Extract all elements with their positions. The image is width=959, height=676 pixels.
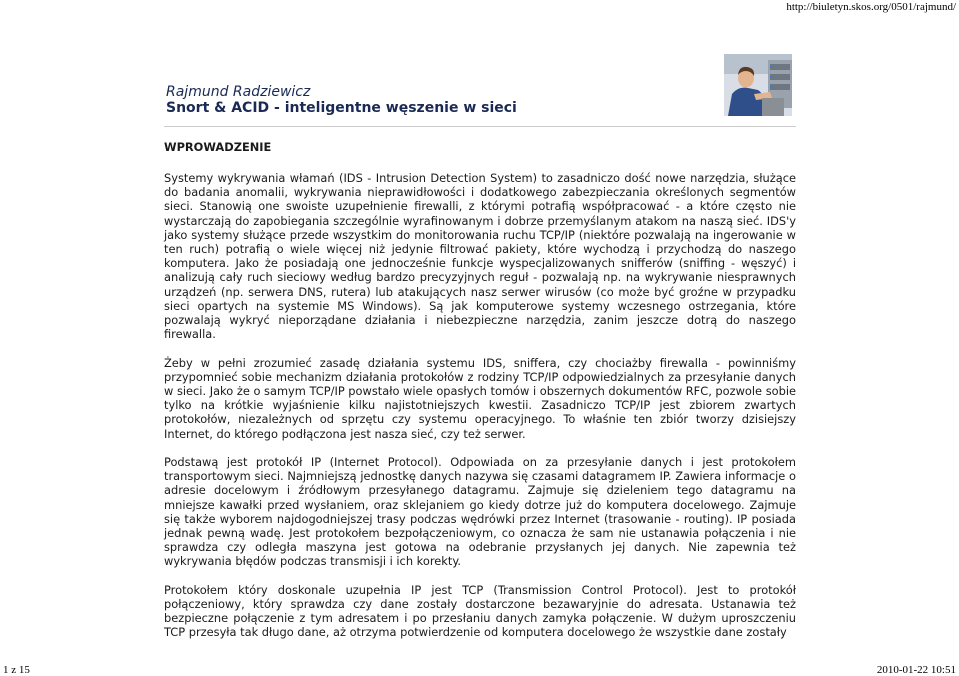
print-footer-timestamp: 2010-01-22 10:51 — [876, 664, 956, 676]
article-body — [164, 171, 796, 640]
paragraph: Systemy wykrywania włamań (IDS - Intrusion Detection System) to zasadniczo dość nowe narzędzia, służące do badania anomalii, wykrywania nieprawidłowości i dodatkowego zabezpieczania określonych segmentów sieci. Stanowią one swoiste uzupełnienie firewalli, z którymi potrafią współpracować - a które często nie wystarczają do zapobiegania szczególnie wyrafinowanym i dobrze przemyślanym atakom na naszą sieć. IDS'y jako systemy służące przede wszystkim do monitorowania ruchu TCP/IP (niektóre pozwalają na ingerowanie w ten ruch) potrafią o wiele więcej niż jedynie filtrować pakiety, które wychodzą i przychodzą do naszego komputera. Jako że posiadają one jednocześnie funkcje wyspecjalizowanych snifferów (sniffing - węszyć) i analizują cały ruch sieciowy według bardzo precyzyjnych reguł - pozwalają np. na wykrywanie niesprawnych urządzeń (np. serwera DNS, rutera) lub atakujących nasz serwer wirusów (co może być groźne w przypadku sieci opartych na systemie MS Windows). Są jak komputerowe systemy wczesnego ostrzegania, które pozwalają wykryć nieporządane działania i niebezpieczne narzędzia, zanim jeszcze dotrą do naszego firewalla. — [164, 171, 796, 342]
print-header-url: http://biuletyn.skos.org/0501/rajmund/ — [786, 1, 956, 13]
article — [164, 50, 796, 654]
paragraph: Podstawą jest protokół IP (Internet Protocol). Odpowiada on za przesyłanie danych i jest protokołem transportowym sieci. Najmniejszą jednostkę danych nazywa się czasami datagramem IP. Zawiera informacje o adresie docelowym i źródłowym przesyłanego datagramu. Zajmuje się dzieleniem tego datagramu na mniejsze kawałki przed wysłaniem, oraz sklejaniem go kiedy dotrze już do komputera docelowego. Zajmuje się także wyborem najdogodniejszej trasy podczas wędrówki przez Internet (trasowanie - routing). IP posiada jednak pewną wadę. Jest protokołem bezpołączeniowym, co oznacza że sam nie ustanawia połączenia i nie sprawdza czy odległa maszyna jest gotowa na odebranie przysłanych jej danych. Nie zapewnia też wykrywania błędów podczas transmisji i ich korekty. — [164, 455, 796, 569]
paragraph: Żeby w pełni zrozumieć zasadę działania systemu IDS, sniffera, czy chociażby firewalla - powinniśmy przypomnieć sobie mechanizm działania protokołów z rodziny TCP/IP odpowiedzialnych za przesyłanie danych w sieci. Jako że o samym TCP/IP powstało wiele opasłych tomów i obszernych dokumentów RFC, pozwole sobie tylko na krótkie wyjaśnienie kilku najistotniejszych kwestii. Zasadniczo TCP/IP jest zbiorem zwartych protokołów, niezależnych od sprzętu czy systemu operacyjnego. To właśnie ten zbiór tworzy dzisiejszy Internet, do którego podłączona jest nasza sieć, czy też serwer. — [164, 355, 796, 441]
paragraph: Protokołem który doskonale uzupełnia IP jest TCP (Transmission Control Protocol). Jest to protokół połączeniowy, który sprawdza czy dane zostały dostarczone bezawaryjnie do adresata. Ustanawia też bezpieczne połączenie z tym adresatem i po przesłaniu danych zamyka połączenie. W dużym uproszczeniu TCP przesyła tak długo dane, aż otrzyma potwierdzenie od komputera docelowego że wszystkie dane zostały — [164, 582, 796, 640]
article-title: Snort & ACID - inteligentne węszenie w sieci — [166, 100, 517, 116]
author-photo — [724, 54, 792, 116]
article-header — [164, 50, 796, 127]
print-footer-page: 1 z 15 — [3, 664, 30, 676]
article-author: Rajmund Radziewicz — [166, 84, 311, 100]
section-heading: WPROWADZENIE — [164, 140, 272, 154]
